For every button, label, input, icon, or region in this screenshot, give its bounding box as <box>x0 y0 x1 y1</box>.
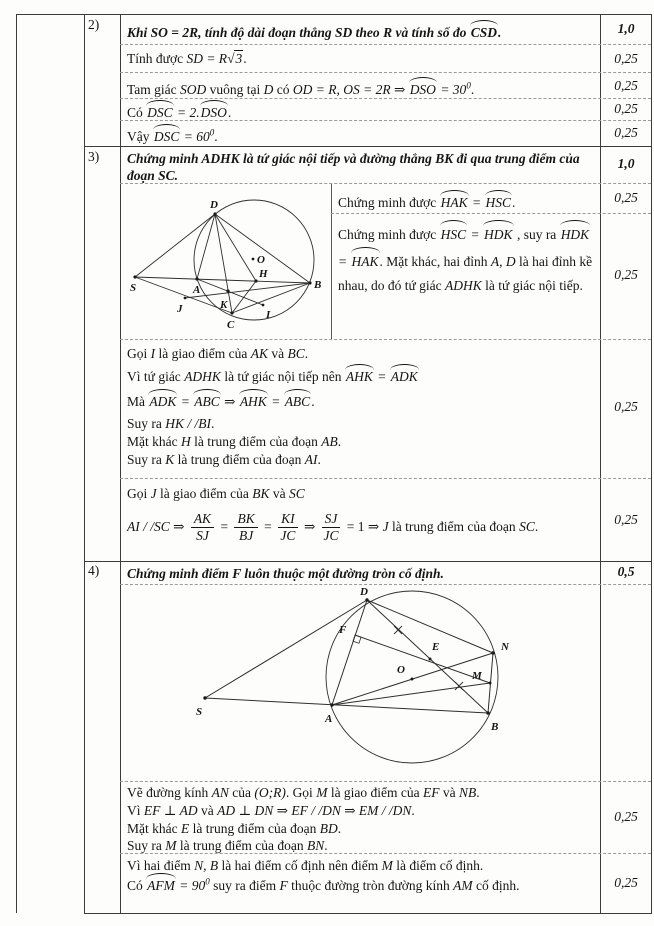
score-cell: 0,25 <box>614 125 638 140</box>
arc-angle-notation: DSC <box>153 124 181 146</box>
text-segment: và <box>197 803 218 818</box>
text-segment: là trung điểm của đoạn <box>189 821 320 836</box>
text-segment: , suy ra <box>513 227 560 242</box>
subrow-divider <box>120 44 651 45</box>
math-segment: SO = 2R <box>150 25 199 40</box>
math-segment: = 90 <box>175 878 206 893</box>
math-segment: (O;R) <box>254 785 286 800</box>
score-cell: 0,25 <box>614 190 638 205</box>
text-segment: của <box>228 785 255 800</box>
text-segment: Tam giác <box>127 82 181 97</box>
math-segment: BD <box>319 821 338 836</box>
item-number-2: 2) <box>88 17 100 32</box>
point-label-k: K <box>220 299 228 311</box>
text-segment: Vì <box>127 803 144 818</box>
solution-line <box>127 837 328 854</box>
score-cell: 0,25 <box>614 512 638 527</box>
point-label-a: A <box>325 713 333 725</box>
figure-text-divider <box>331 183 332 339</box>
text-segment: là trung điểm của đoạn <box>174 452 305 467</box>
score-cell: 0,25 <box>614 809 638 824</box>
arc-angle-notation: ABC <box>193 389 221 411</box>
fraction <box>234 512 257 545</box>
solution-line <box>127 484 305 503</box>
text-segment: . <box>214 129 218 144</box>
math-segment: BN <box>306 838 325 853</box>
solution-line <box>127 344 308 363</box>
math-segment: = <box>373 369 390 384</box>
point-label-h: H <box>259 268 268 280</box>
point-label-o: O <box>257 254 265 266</box>
geometry-figure-2 <box>120 584 600 781</box>
point-label-i: I <box>266 309 271 321</box>
text-segment: Vẽ đường kính <box>127 785 212 800</box>
point-label-c: C <box>227 319 235 331</box>
solution-line <box>127 873 595 895</box>
text-segment: ⇒ <box>220 394 239 409</box>
text-segment: = <box>260 519 276 534</box>
text-segment: ⇒ <box>169 519 188 534</box>
math-segment: = 2. <box>173 105 200 120</box>
arc-angle-notation: AFM <box>146 873 176 895</box>
point-label-s: S <box>196 706 203 718</box>
text-segment: Suy ra <box>127 838 166 853</box>
text-segment: Vì hai điểm <box>127 858 195 873</box>
text-segment: Chứng minh điểm <box>127 566 233 581</box>
text-segment: . <box>497 25 502 40</box>
column-divider-left <box>84 14 85 913</box>
row-divider-3-4 <box>84 561 652 562</box>
point-label-f: F <box>339 624 347 636</box>
point-label-n: N <box>501 641 509 653</box>
math-segment: EF ⊥ AD <box>143 803 198 818</box>
math-segment: AI <box>304 452 318 467</box>
superscript: 0 <box>205 876 210 887</box>
math-segment: AN <box>211 785 229 800</box>
text-segment: . <box>324 838 328 853</box>
score-cell: 0,25 <box>614 875 638 890</box>
text-segment: là giao điểm của <box>327 785 424 800</box>
text-segment: và <box>269 486 289 501</box>
text-segment: là giao điểm của <box>156 486 253 501</box>
point-label-s: S <box>130 282 137 294</box>
solution-line <box>127 802 415 819</box>
math-segment: N, B <box>194 858 219 873</box>
text-segment: vuông tại <box>206 82 264 97</box>
solution-line <box>127 784 480 801</box>
text-segment: là giao điểm của <box>155 346 251 361</box>
math-segment: = <box>177 394 194 409</box>
text-segment: thuộc đường tròn đường kính <box>287 878 454 893</box>
text-segment: . Mặt khác, hai đỉnh <box>379 254 491 269</box>
text-segment: Mặt khác <box>127 434 181 449</box>
solution-line <box>127 364 419 386</box>
math-segment: AD ⊥ DN <box>217 803 274 818</box>
point-label-m: M <box>472 670 482 682</box>
text-segment: ⇒ <box>300 519 319 534</box>
arc-angle-notation: AHK <box>239 389 268 411</box>
item-number-3: 3) <box>88 149 100 164</box>
text-segment: Chứng minh <box>127 151 202 166</box>
score-cell: 0,25 <box>614 51 638 66</box>
fraction-numerator: SJ <box>322 512 341 529</box>
radicand: 3 <box>235 51 243 66</box>
text-segment: là hai đỉnh kề nhau, do đó tứ giác <box>338 254 593 293</box>
fraction-numerator: AK <box>191 512 214 529</box>
math-segment: AB <box>321 434 338 449</box>
score-cell: 0,5 <box>617 564 635 579</box>
text-segment: Chứng minh được <box>338 195 440 210</box>
text-segment: . <box>534 519 539 534</box>
text-segment: Chứng minh được <box>338 227 440 242</box>
text-segment: . <box>411 803 415 818</box>
fraction-numerator: KI <box>278 512 298 529</box>
text-segment: cố định. <box>472 878 520 893</box>
math-segment: SOD <box>180 82 207 97</box>
math-segment: = 30 <box>436 82 467 97</box>
math-segment: R <box>383 25 393 40</box>
geometry-figure-1 <box>120 183 331 339</box>
fraction-denominator: JC <box>280 528 296 544</box>
score-cell: 0,25 <box>614 101 638 116</box>
text-segment: Có <box>127 105 147 120</box>
table-border-top <box>16 14 652 15</box>
solution-line <box>127 508 538 546</box>
point-label-o: O <box>397 664 405 676</box>
math-segment: EF / /DN <box>291 803 341 818</box>
math-segment: SD = R <box>186 51 228 66</box>
arc-angle-notation: DSO <box>409 77 437 99</box>
text-segment: Suy ra <box>127 416 166 431</box>
math-segment: SC <box>158 168 175 183</box>
score-cell: 1,0 <box>617 21 635 36</box>
criterion-heading-4 <box>127 564 444 583</box>
subrow-divider <box>120 478 651 479</box>
score-cell: 0,25 <box>614 78 638 93</box>
solution-line <box>127 389 315 411</box>
solution-line <box>127 100 231 122</box>
fraction <box>322 512 341 545</box>
score-cell: 0,25 <box>614 267 638 282</box>
arc-angle-notation: HDK <box>483 220 514 247</box>
math-segment: A, D <box>490 254 516 269</box>
math-segment: OD = R, OS = 2R <box>292 82 391 97</box>
arc-angle-notation: AHK <box>345 364 374 386</box>
arc-angle-notation: CSD <box>470 20 498 42</box>
math-segment: M <box>316 785 328 800</box>
text-segment: có <box>273 82 293 97</box>
text-segment: là tứ giác nội tiếp và đường thẳng <box>239 151 436 166</box>
math-segment: AK <box>250 346 268 361</box>
text-segment: Vì tứ giác <box>127 369 185 384</box>
text-segment: . Gọi <box>285 785 317 800</box>
fraction-numerator: BK <box>234 512 257 529</box>
text-segment: Gọi <box>127 346 151 361</box>
solution-line <box>127 432 341 451</box>
text-segment: . <box>304 346 309 361</box>
text-segment: . <box>311 394 315 409</box>
math-segment: EM / /DN <box>358 803 412 818</box>
text-segment: ⇒ <box>390 82 409 97</box>
row-divider-2-3 <box>84 146 652 147</box>
score-cell: 0,25 <box>614 399 638 414</box>
solution-line <box>338 190 515 212</box>
point-label-a: A <box>193 284 201 296</box>
superscript: 0 <box>466 80 471 91</box>
math-segment: ADHK <box>445 278 482 293</box>
math-segment: F <box>232 566 242 581</box>
sqrt-sign: √ <box>227 51 235 66</box>
text-segment: suy ra điểm <box>209 878 280 893</box>
text-segment: là trung điểm của đoạn <box>176 838 307 853</box>
text-segment: = <box>217 519 232 534</box>
figure-lines <box>205 600 493 713</box>
solution-line <box>127 820 341 837</box>
text-segment: là hai điểm cố định nên điểm <box>218 858 382 873</box>
subrow-divider <box>120 781 651 782</box>
math-segment: HK / /BI <box>165 416 211 431</box>
point-label-b: B <box>314 279 322 291</box>
solution-line <box>127 450 321 469</box>
text-segment: , tính độ dài đoạn thẳng <box>198 25 336 40</box>
arc-angle-notation: HSC <box>440 220 468 247</box>
math-segment: BK <box>435 151 454 166</box>
table-border-left <box>16 14 17 913</box>
math-segment: = <box>338 254 351 269</box>
text-segment: Tính được <box>127 51 187 66</box>
fraction-denominator: JC <box>323 528 339 544</box>
fraction <box>191 512 214 545</box>
text-segment: . <box>470 82 475 97</box>
subrow-divider <box>331 213 651 214</box>
text-segment: là tứ giác nội tiếp. <box>481 278 583 293</box>
arc-angle-notation: DSC <box>146 100 174 122</box>
text-segment: . <box>337 434 342 449</box>
arc-angle-notation: HAK <box>351 247 380 274</box>
math-segment: BC <box>287 346 305 361</box>
math-segment: F <box>279 878 288 893</box>
math-segment: J <box>382 519 389 534</box>
math-segment: M <box>381 858 393 873</box>
math-segment: BK <box>252 486 270 501</box>
math-segment: SC <box>519 519 535 534</box>
fraction-denominator: BJ <box>238 528 254 544</box>
text-segment: Có <box>127 878 147 893</box>
math-segment: SD <box>335 25 353 40</box>
math-segment: AM <box>453 878 473 893</box>
text-segment: . <box>174 168 179 183</box>
arc-angle-notation: ADK <box>390 364 419 386</box>
point-label-b: B <box>491 721 499 733</box>
text-segment: . <box>476 785 480 800</box>
math-segment: NB <box>459 785 477 800</box>
math-segment: = <box>468 195 485 210</box>
subrow-divider <box>120 339 651 340</box>
text-segment: Khi <box>127 25 151 40</box>
text-segment: Gọi <box>127 486 151 501</box>
text-segment: là trung điểm của đoạn <box>388 519 520 534</box>
text-segment: là điểm cố định. <box>392 858 484 873</box>
arc-angle-notation: HDK <box>560 220 591 247</box>
math-segment: = <box>267 394 284 409</box>
math-segment: I <box>150 346 156 361</box>
point-dots <box>203 598 494 714</box>
math-segment: K <box>165 452 175 467</box>
math-segment: M <box>165 838 177 853</box>
criterion-heading-2 <box>127 20 501 42</box>
math-segment: ADHK <box>184 369 221 384</box>
fraction-denominator: SJ <box>196 528 209 544</box>
text-segment: = 1 ⇒ <box>343 519 383 534</box>
circle-outline <box>194 200 314 320</box>
text-segment: ⇒ <box>340 803 359 818</box>
text-segment: . <box>211 416 215 431</box>
math-segment: H <box>180 434 191 449</box>
table-border-right <box>651 14 652 913</box>
text-segment: và tính số đo <box>392 25 470 40</box>
text-segment: Mà <box>127 394 149 409</box>
text-segment: Mặt khác <box>127 821 181 836</box>
solution-line <box>127 77 474 99</box>
point-label-d: D <box>210 199 218 211</box>
text-segment: theo <box>352 25 384 40</box>
solution-line <box>338 220 596 298</box>
item-number-4: 4) <box>88 563 100 578</box>
point-label-e: E <box>432 641 440 653</box>
text-segment: là trung điểm của đoạn <box>190 434 322 449</box>
column-divider-score <box>600 14 601 913</box>
text-segment: Vậy <box>127 129 153 144</box>
score-cell: 1,0 <box>617 156 635 171</box>
text-segment: Suy ra <box>127 452 166 467</box>
arc-angle-notation: HSC <box>485 190 513 212</box>
math-segment: = <box>467 227 484 242</box>
point-label-j: J <box>177 303 183 315</box>
text-segment: là tứ giác nội tiếp nên <box>220 369 345 384</box>
text-segment: ⇒ <box>273 803 292 818</box>
table-border-bottom <box>84 913 652 914</box>
math-segment: ADHK <box>201 151 240 166</box>
math-segment: AI / /SC <box>127 519 170 534</box>
fraction <box>278 512 298 545</box>
arc-angle-notation: HAK <box>440 190 469 212</box>
math-segment: = 60 <box>180 129 210 144</box>
subrow-divider <box>120 72 651 73</box>
text-segment: và <box>439 785 460 800</box>
math-segment: J <box>150 486 157 501</box>
arc-angle-notation: ADK <box>148 389 177 411</box>
text-segment: đi qua trung điểm của đoạn <box>127 151 580 183</box>
text-segment: . <box>317 452 321 467</box>
text-segment: . <box>337 821 342 836</box>
text-segment: luôn thuộc một đường tròn cố định. <box>241 566 444 581</box>
solution-line <box>127 49 247 68</box>
arc-angle-notation: DSO <box>200 100 228 122</box>
text-segment: . <box>512 195 516 210</box>
arc-angle-notation: ABC <box>284 389 312 411</box>
text-segment: . <box>243 51 247 66</box>
superscript: 0 <box>209 127 215 138</box>
criterion-heading-3 <box>127 150 593 184</box>
math-segment: E <box>180 821 190 836</box>
math-segment: SC <box>288 486 305 501</box>
text-segment: . <box>227 105 232 120</box>
text-segment: và <box>267 346 288 361</box>
point-label-d: D <box>360 586 368 598</box>
solution-line <box>127 414 214 433</box>
math-segment: D <box>263 82 274 97</box>
solution-line <box>127 124 218 146</box>
math-segment: EF <box>423 785 440 800</box>
